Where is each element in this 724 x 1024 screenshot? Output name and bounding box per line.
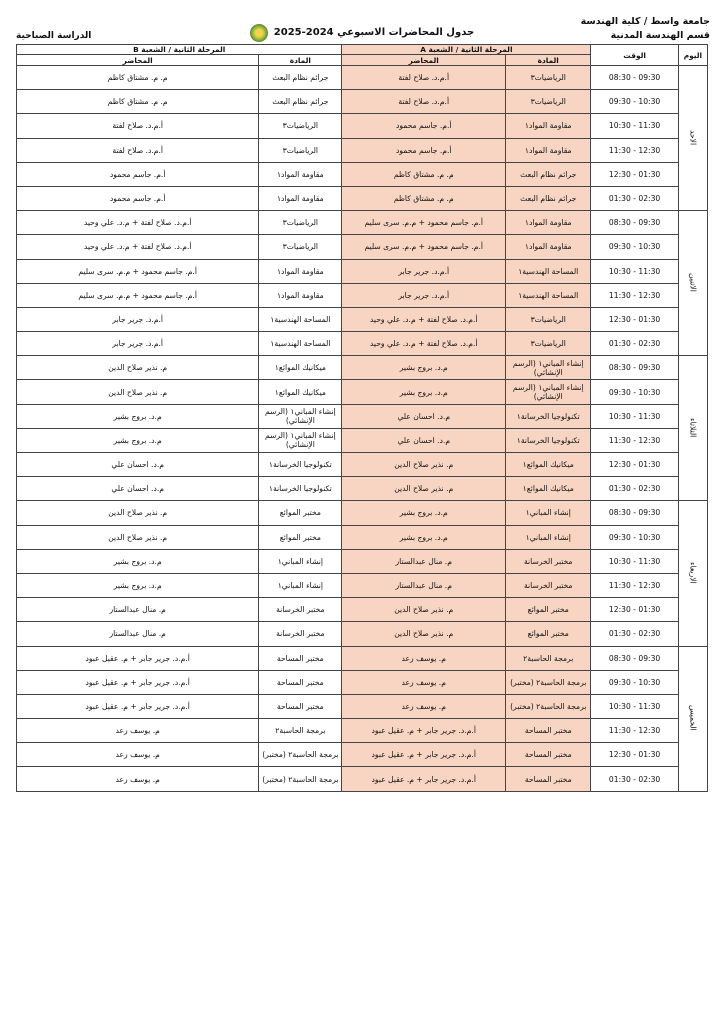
group-a-subject-cell: مقاومة المواد١ (506, 138, 591, 162)
table-row (17, 162, 708, 186)
group-a-lecturer-cell: م. م. مشتاق كاظم (342, 186, 506, 210)
group-b-lecturer-cell: م. منال عبدالستار (17, 622, 259, 646)
group-a-subject-cell: إنشاء المباني١ (الرسم الإنشائي) (506, 356, 591, 380)
group-a-lecturer-cell: أ.م.د. جرير جابر + م. عقيل عبود (342, 743, 506, 767)
group-b-subject-cell: مختبر الموائع (259, 525, 342, 549)
group-a-subject-cell: مختبر المساحة (506, 719, 591, 743)
group-a-lecturer-cell: م. يوسف رعد (342, 694, 506, 718)
group-a-subject-cell: مختبر الموائع (506, 622, 591, 646)
group-a-lecturer-cell: م.د. بروج بشير (342, 525, 506, 549)
group-a-subject-cell: مختبر الخرسانة (506, 573, 591, 597)
time-cell: 12:30 - 01:30 (591, 743, 678, 767)
group-b-subject-cell: تكنولوجيا الخرسانة١ (259, 453, 342, 477)
group-b-lecturer-cell: م. نذير صلاح الدين (17, 380, 259, 404)
col-b-lecturer: المحاضر (17, 55, 259, 66)
group-b-lecturer-cell: م. يوسف رعد (17, 743, 259, 767)
group-a-lecturer-cell: أ.م.د. صلاح لفتة (342, 90, 506, 114)
table-row (17, 356, 708, 380)
time-cell: 09:30 - 10:30 (591, 670, 678, 694)
group-a-subject-cell: ميكانيك الموائع١ (506, 477, 591, 501)
group-a-subject-cell: المساحة الهندسية١ (506, 259, 591, 283)
group-a-lecturer-cell: م.د. بروج بشير (342, 501, 506, 525)
group-b-lecturer-cell: م. نذير صلاح الدين (17, 525, 259, 549)
time-cell: 08:30 - 09:30 (591, 356, 678, 380)
time-cell: 11:30 - 12:30 (591, 283, 678, 307)
group-a-subject-cell: برمجة الحاسبة٢ (506, 646, 591, 670)
time-cell: 10:30 - 11:30 (591, 694, 678, 718)
title-block (0, 20, 724, 42)
time-cell: 01:30 - 02:30 (591, 622, 678, 646)
group-a-subject-cell: تكنولوجيا الخرسانة١ (506, 404, 591, 428)
time-cell: 09:30 - 10:30 (591, 525, 678, 549)
group-b-subject-cell: الرياضيات٣ (259, 211, 342, 235)
group-b-lecturer-cell: أ.م. جاسم محمود (17, 162, 259, 186)
group-a-subject-cell: إنشاء المباني١ (الرسم الإنشائي) (506, 380, 591, 404)
table-row (17, 66, 708, 90)
group-a-lecturer-cell: أ.م.د. صلاح لفتة + م.د. علي وحيد (342, 307, 506, 331)
day-name: الاربعاء (688, 561, 698, 584)
group-a-subject-cell: مختبر المساحة (506, 767, 591, 791)
group-a-lecturer-cell: أ.م.د. جرير جابر (342, 283, 506, 307)
time-cell: 10:30 - 11:30 (591, 404, 678, 428)
day-label (678, 356, 707, 501)
group-a-lecturer-cell: أ.م.د. جرير جابر + م. عقيل عبود (342, 719, 506, 743)
group-b-subject-cell: الرياضيات٣ (259, 235, 342, 259)
day-name: الثلاثاء (688, 417, 698, 437)
time-cell: 01:30 - 02:30 (591, 186, 678, 210)
table-row (17, 622, 708, 646)
group-b-lecturer-cell: أ.م.د. جرير جابر + م. عقيل عبود (17, 670, 259, 694)
table-row (17, 428, 708, 452)
group-b-subject-cell: إنشاء المباني١ (الرسم الإنشائي) (259, 428, 342, 452)
page-title (250, 24, 474, 42)
table-row (17, 259, 708, 283)
university-line: جامعة واسط / كلية الهندسة (580, 16, 710, 27)
group-a-subject-cell: مقاومة المواد١ (506, 235, 591, 259)
group-b-subject-cell: إنشاء المباني١ (259, 549, 342, 573)
day-label (678, 646, 707, 791)
group-a-subject-cell: إنشاء المباني١ (506, 501, 591, 525)
table-row (17, 719, 708, 743)
time-cell: 08:30 - 09:30 (591, 211, 678, 235)
time-cell: 08:30 - 09:30 (591, 501, 678, 525)
group-b-header: المرحلة الثانية / الشعبة B (17, 45, 342, 55)
time-cell: 08:30 - 09:30 (591, 66, 678, 90)
time-cell: 08:30 - 09:30 (591, 646, 678, 670)
col-a-subject: المادة (506, 55, 591, 66)
group-a-subject-cell: مختبر الخرسانة (506, 549, 591, 573)
group-b-subject-cell: مختبر المساحة (259, 694, 342, 718)
group-b-lecturer-cell: أ.م.د. صلاح لفتة + م.د. علي وحيد (17, 235, 259, 259)
table-row (17, 235, 708, 259)
group-b-lecturer-cell: أ.م.د. صلاح لفتة (17, 138, 259, 162)
group-a-subject-cell: مقاومة المواد١ (506, 211, 591, 235)
col-b-subject: المادة (259, 55, 342, 66)
table-row (17, 646, 708, 670)
group-b-lecturer-cell: م. نذير صلاح الدين (17, 356, 259, 380)
table-row (17, 694, 708, 718)
study-type-label: الدراسة الصباحية (16, 31, 92, 41)
time-cell: 12:30 - 01:30 (591, 453, 678, 477)
group-b-subject-cell: مختبر المساحة (259, 646, 342, 670)
group-a-lecturer-cell: م.د. بروج بشير (342, 356, 506, 380)
group-b-lecturer-cell: أ.م.د. صلاح لفتة (17, 114, 259, 138)
table-row (17, 670, 708, 694)
group-a-lecturer-cell: م.د. احسان علي (342, 428, 506, 452)
table-row (17, 525, 708, 549)
table-row (17, 90, 708, 114)
group-b-lecturer-cell: م.د. احسان علي (17, 477, 259, 501)
table-row (17, 186, 708, 210)
group-a-lecturer-cell: م. نذير صلاح الدين (342, 477, 506, 501)
group-b-lecturer-cell: م. نذير صلاح الدين (17, 501, 259, 525)
group-a-lecturer-cell: م. نذير صلاح الدين (342, 598, 506, 622)
day-name: الاثنين (688, 272, 698, 292)
group-b-subject-cell: المساحة الهندسية١ (259, 332, 342, 356)
group-a-header: المرحلة الثانية / الشعبة A (342, 45, 591, 55)
group-b-lecturer-cell: أ.م.د. جرير جابر + م. عقيل عبود (17, 694, 259, 718)
time-cell: 09:30 - 10:30 (591, 235, 678, 259)
time-cell: 09:30 - 10:30 (591, 90, 678, 114)
group-b-lecturer-cell: أ.م.د. جرير جابر + م. عقيل عبود (17, 646, 259, 670)
group-a-lecturer-cell: أ.م. جاسم محمود (342, 114, 506, 138)
group-b-subject-cell: برمجة الحاسبة٢ (259, 719, 342, 743)
group-b-subject-cell: مختبر المساحة (259, 670, 342, 694)
time-cell: 12:30 - 01:30 (591, 307, 678, 331)
group-b-lecturer-cell: أ.م. جاسم محمود (17, 186, 259, 210)
group-b-subject-cell: إنشاء المباني١ (259, 573, 342, 597)
time-cell: 01:30 - 02:30 (591, 332, 678, 356)
group-a-lecturer-cell: م. منال عبدالستار (342, 549, 506, 573)
table-row (17, 743, 708, 767)
time-cell: 12:30 - 01:30 (591, 162, 678, 186)
table-row (17, 598, 708, 622)
group-a-lecturer-cell: أ.م.د. جرير جابر + م. عقيل عبود (342, 767, 506, 791)
group-a-lecturer-cell: أ.م.د. صلاح لفتة + م.د. علي وحيد (342, 332, 506, 356)
group-b-lecturer-cell: أ.م.د. جرير جابر (17, 332, 259, 356)
department-line: قسم الهندسة المدنية (610, 30, 710, 41)
group-b-subject-cell: جرائم نظام البعث (259, 66, 342, 90)
time-cell: 01:30 - 02:30 (591, 477, 678, 501)
time-cell: 12:30 - 01:30 (591, 598, 678, 622)
table-row (17, 404, 708, 428)
group-a-subject-cell: إنشاء المباني١ (506, 525, 591, 549)
group-b-subject-cell: ميكانيك الموائع١ (259, 356, 342, 380)
day-label (678, 66, 707, 211)
group-b-lecturer-cell: أ.م.د. جرير جابر (17, 307, 259, 331)
group-b-lecturer-cell: م. م. مشتاق كاظم (17, 66, 259, 90)
group-a-lecturer-cell: م. نذير صلاح الدين (342, 622, 506, 646)
group-b-subject-cell: مقاومة المواد١ (259, 162, 342, 186)
group-b-lecturer-cell: م. يوسف رعد (17, 719, 259, 743)
group-b-lecturer-cell: م.د. بروج بشير (17, 549, 259, 573)
table-row (17, 477, 708, 501)
group-b-lecturer-cell: م.د. بروج بشير (17, 573, 259, 597)
group-b-lecturer-cell: م. م. مشتاق كاظم (17, 90, 259, 114)
group-a-subject-cell: جرائم نظام البعث (506, 162, 591, 186)
group-a-lecturer-cell: م.د. بروج بشير (342, 380, 506, 404)
group-a-subject-cell: جرائم نظام البعث (506, 186, 591, 210)
university-logo-icon (250, 24, 268, 42)
table-row (17, 283, 708, 307)
group-b-subject-cell: جرائم نظام البعث (259, 90, 342, 114)
group-b-lecturer-cell: م. منال عبدالستار (17, 598, 259, 622)
table-row (17, 501, 708, 525)
group-a-subject-cell: الرياضيات٣ (506, 307, 591, 331)
group-a-lecturer-cell: م. يوسف رعد (342, 646, 506, 670)
group-b-lecturer-cell: أ.م.د. صلاح لفتة + م.د. علي وحيد (17, 211, 259, 235)
group-b-subject-cell: مختبر الخرسانة (259, 598, 342, 622)
table-row (17, 453, 708, 477)
col-a-lecturer: المحاضر (342, 55, 506, 66)
group-a-lecturer-cell: أ.م. جاسم محمود + م.م. سرى سليم (342, 235, 506, 259)
group-b-subject-cell: الرياضيات٣ (259, 138, 342, 162)
table-row (17, 211, 708, 235)
day-label (678, 501, 707, 646)
group-b-lecturer-cell: أ.م. جاسم محمود + م.م. سرى سليم (17, 283, 259, 307)
time-cell: 11:30 - 12:30 (591, 719, 678, 743)
group-b-subject-cell: المساحة الهندسية١ (259, 307, 342, 331)
group-b-subject-cell: الرياضيات٣ (259, 114, 342, 138)
day-label (678, 211, 707, 356)
group-a-subject-cell: مختبر المساحة (506, 743, 591, 767)
group-b-lecturer-cell: م.د. بروج بشير (17, 428, 259, 452)
group-a-lecturer-cell: م. نذير صلاح الدين (342, 453, 506, 477)
group-a-lecturer-cell: أ.م.د. جرير جابر (342, 259, 506, 283)
table-row (17, 114, 708, 138)
group-a-subject-cell: برمجة الحاسبة٢ (مختبر) (506, 694, 591, 718)
table-row (17, 767, 708, 791)
time-cell: 10:30 - 11:30 (591, 259, 678, 283)
table-row (17, 138, 708, 162)
group-a-lecturer-cell: أ.م.د. صلاح لفتة (342, 66, 506, 90)
day-name: الاحد (688, 129, 698, 145)
group-a-subject-cell: مختبر الموائع (506, 598, 591, 622)
time-cell: 09:30 - 10:30 (591, 380, 678, 404)
group-a-subject-cell: برمجة الحاسبة٢ (مختبر) (506, 670, 591, 694)
group-a-lecturer-cell: أ.م. جاسم محمود (342, 138, 506, 162)
group-a-subject-cell: ميكانيك الموائع١ (506, 453, 591, 477)
group-a-subject-cell: تكنولوجيا الخرسانة١ (506, 428, 591, 452)
day-name: الخميس (688, 704, 698, 731)
group-a-subject-cell: المساحة الهندسية١ (506, 283, 591, 307)
time-cell: 10:30 - 11:30 (591, 114, 678, 138)
group-b-lecturer-cell: أ.م. جاسم محمود + م.م. سرى سليم (17, 259, 259, 283)
col-time: الوقت (591, 45, 678, 66)
time-cell: 11:30 - 12:30 (591, 573, 678, 597)
group-b-subject-cell: إنشاء المباني١ (الرسم الإنشائي) (259, 404, 342, 428)
table-row (17, 573, 708, 597)
group-a-lecturer-cell: م. منال عبدالستار (342, 573, 506, 597)
group-b-subject-cell: ميكانيك الموائع١ (259, 380, 342, 404)
group-b-subject-cell: برمجة الحاسبة٢ (مختبر) (259, 743, 342, 767)
group-b-lecturer-cell: م. يوسف رعد (17, 767, 259, 791)
group-a-subject-cell: الرياضيات٣ (506, 66, 591, 90)
group-a-subject-cell: الرياضيات٣ (506, 332, 591, 356)
group-b-subject-cell: تكنولوجيا الخرسانة١ (259, 477, 342, 501)
table-row (17, 549, 708, 573)
time-cell: 11:30 - 12:30 (591, 428, 678, 452)
time-cell: 11:30 - 12:30 (591, 138, 678, 162)
group-b-lecturer-cell: م.د. احسان علي (17, 453, 259, 477)
time-cell: 10:30 - 11:30 (591, 549, 678, 573)
table-row (17, 332, 708, 356)
group-b-subject-cell: مختبر الخرسانة (259, 622, 342, 646)
group-b-subject-cell: مختبر الموائع (259, 501, 342, 525)
time-cell: 01:30 - 02:30 (591, 767, 678, 791)
group-a-subject-cell: مقاومة المواد١ (506, 114, 591, 138)
group-b-subject-cell: برمجة الحاسبة٢ (مختبر) (259, 767, 342, 791)
group-a-lecturer-cell: م. يوسف رعد (342, 670, 506, 694)
timetable-body (17, 66, 708, 792)
table-row (17, 380, 708, 404)
timetable (16, 44, 708, 792)
table-row (17, 307, 708, 331)
group-b-lecturer-cell: م.د. بروج بشير (17, 404, 259, 428)
group-a-subject-cell: الرياضيات٣ (506, 90, 591, 114)
group-a-lecturer-cell: أ.م. جاسم محمود + م.م. سرى سليم (342, 211, 506, 235)
group-b-subject-cell: مقاومة المواد١ (259, 259, 342, 283)
group-a-lecturer-cell: م. م. مشتاق كاظم (342, 162, 506, 186)
group-b-subject-cell: مقاومة المواد١ (259, 283, 342, 307)
col-day: اليوم (678, 45, 707, 66)
schedule-title: جدول المحاضرات الاسبوعي 2024-2025 (273, 27, 475, 38)
group-b-subject-cell: مقاومة المواد١ (259, 186, 342, 210)
group-a-lecturer-cell: م.د. احسان علي (342, 404, 506, 428)
